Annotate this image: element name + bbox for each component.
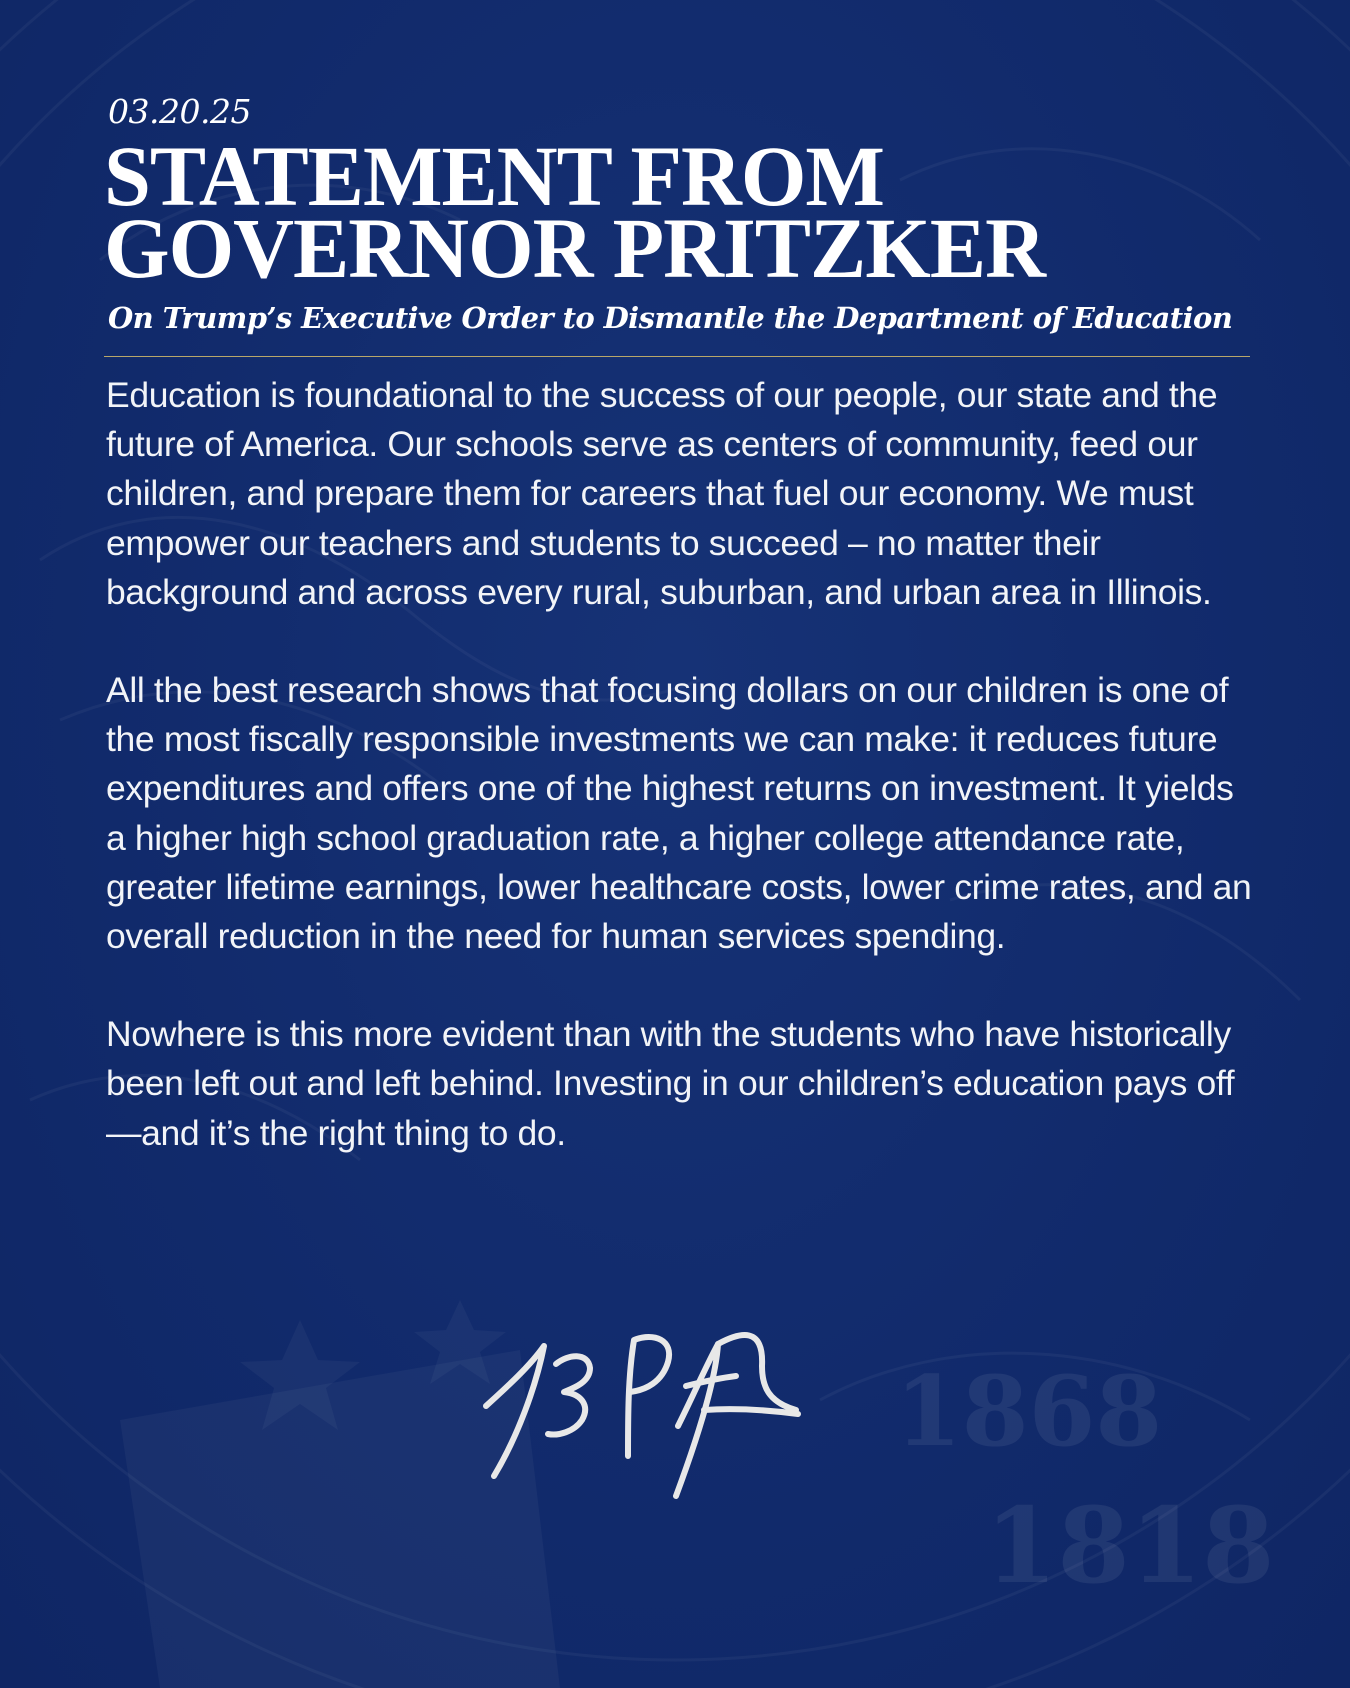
body-paragraph-2: All the best research shows that focusing dollars on our children is one of the most fiscally responsible investments we can make: it reduces future expenditures and offers one of the highest returns on investment. It yields a higher high school graduation rate, a higher college attendance rate, greater lifetime earnings, lower healthcare costs, lower crime rates, and an overall reduction in the need for human services spending. xyxy=(106,670,1252,957)
body-paragraph-1: Education is foundational to the success of our people, our state and the future of America. Our schools serve as centers of community, feed our children, and prepare them for careers that fuel our economy. We must empower our teachers and students to succeed – no matter their background and across every rural, suburban, and urban area in Illinois. xyxy=(106,375,1218,612)
title-line-1: STATEMENT FROM xyxy=(104,128,884,224)
watermark-year-bottom: 1818 xyxy=(985,1484,1275,1607)
body-paragraph-3: Nowhere is this more evident than with the students who have historically been left out and left behind. Investing in our children’s education pays off—and it’s the right thing to do. xyxy=(106,1014,1235,1153)
statement-date: 03.20.25 xyxy=(108,92,251,131)
statement-content xyxy=(104,86,1254,1207)
signature-icon xyxy=(478,1306,818,1506)
statement-subtitle: On Trump’s Executive Order to Dismantle the Department of Education xyxy=(108,301,1233,335)
title-divider xyxy=(104,356,1250,357)
watermark-year-top: 1868 xyxy=(895,1355,1163,1468)
statement-body xyxy=(106,371,1256,1158)
title-line-2: GOVERNOR PRITZKER xyxy=(104,200,1045,296)
statement-title xyxy=(104,128,1231,296)
